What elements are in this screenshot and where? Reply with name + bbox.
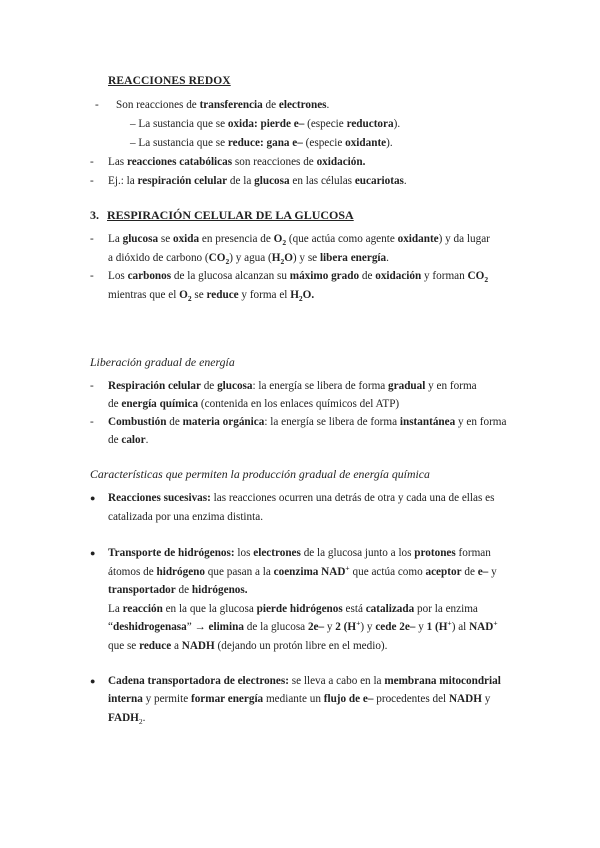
release-respiration-line-2: de energía química (contenida en los enlaces químicos del ATP) (108, 398, 400, 410)
electron-chain-line-3: $FADH_2$. (108, 712, 146, 727)
hydrogen-transport-line-3: transportador de hidrógenos. (108, 584, 248, 596)
bullet-marker: ● (90, 493, 96, 503)
section-title-respiration: 3. RESPIRACIÓN CELULAR DE LA GLUCOSA (90, 208, 354, 222)
electron-chain-line-1: Cadena transportadora de electrones: se lleva a cabo en la membrana mitocondrial (108, 675, 501, 687)
redox-example-line: Ej.: la respiración celular de la glucosa en las células eucariotas. (108, 175, 407, 187)
dash-marker: - (90, 233, 94, 245)
redox-intro-line: Son reacciones de transferencia de electrones. (116, 99, 330, 111)
dash-marker: - (90, 416, 94, 428)
hydrogen-transport-line-4: La reacción en la que la glucosa pierde hidrógenos está catalizada por la enzima (108, 603, 478, 615)
section-title-redox: REACCIONES REDOX (108, 75, 231, 87)
dash-marker: - (90, 156, 94, 168)
dash-marker: - (90, 175, 94, 187)
hydrogen-transport-line-5: “deshidrogenasa” → elimina de la glucosa 2e– y 2 (H+) y cede 2e– y 1 (H+) al NAD+ (108, 618, 498, 633)
heading-characteristics: Características que permiten la producción gradual de energía química (90, 467, 430, 481)
release-combustion-line-1: Combustión de materia orgánica: la energía se libera de forma instantánea y en forma (108, 416, 507, 428)
bullet-marker: ● (90, 676, 96, 686)
electron-chain-line-2: interna y permite formar energía mediante un flujo de e– procedentes del NADH y (108, 693, 491, 705)
respiration-line-4: mientras que el $O_2$ se reduce y forma el $H_2O$. (108, 289, 315, 304)
dash-marker: - (95, 99, 99, 111)
hydrogen-transport-line-1: Transporte de hidrógenos: los electrones de la glucosa junto a los protones forman (108, 547, 491, 559)
redox-oxidation-line: – La sustancia que se oxida: pierde e– (especie reductora). (130, 118, 401, 130)
release-combustion-line-2: de calor. (108, 434, 149, 446)
successive-reactions-line-2: catalizada por una enzima distinta. (108, 511, 264, 523)
release-respiration-line-1: Respiración celular de glucosa: la energía se libera de forma gradual y en forma (108, 380, 477, 392)
redox-catabolic-line: Las reacciones catabólicas son reacciones de oxidación. (108, 156, 366, 168)
dash-marker: - (90, 380, 94, 392)
heading-gradual-release: Liberación gradual de energía (90, 355, 235, 369)
respiration-line-2: a dióxido de carbono $(CO_2)$ y agua $(H_2O)$ y se libera energía. (108, 252, 389, 267)
respiration-line-3: Los carbonos de la glucosa alcanzan su máximo grado de oxidación y forman $CO_2$ (108, 270, 489, 285)
redox-reduction-line: – La sustancia que se reduce: gana e– (especie oxidante). (130, 137, 393, 149)
bullet-marker: ● (90, 548, 96, 558)
hydrogen-transport-line-2: átomos de hidrógeno que pasan a la coenzima NAD+ que actúa como aceptor de e– y (108, 563, 497, 578)
hydrogen-transport-line-6: que se reduce a NADH (dejando un protón libre en el medio). (108, 640, 388, 652)
dash-marker: - (90, 270, 94, 282)
respiration-line-1: La glucosa se oxida en presencia de $O_2$ (que actúa como agente oxidante) y da lugar (108, 233, 490, 248)
successive-reactions-line-1: Reacciones sucesivas: las reacciones ocurren una detrás de otra y cada una de ellas es (108, 492, 495, 504)
